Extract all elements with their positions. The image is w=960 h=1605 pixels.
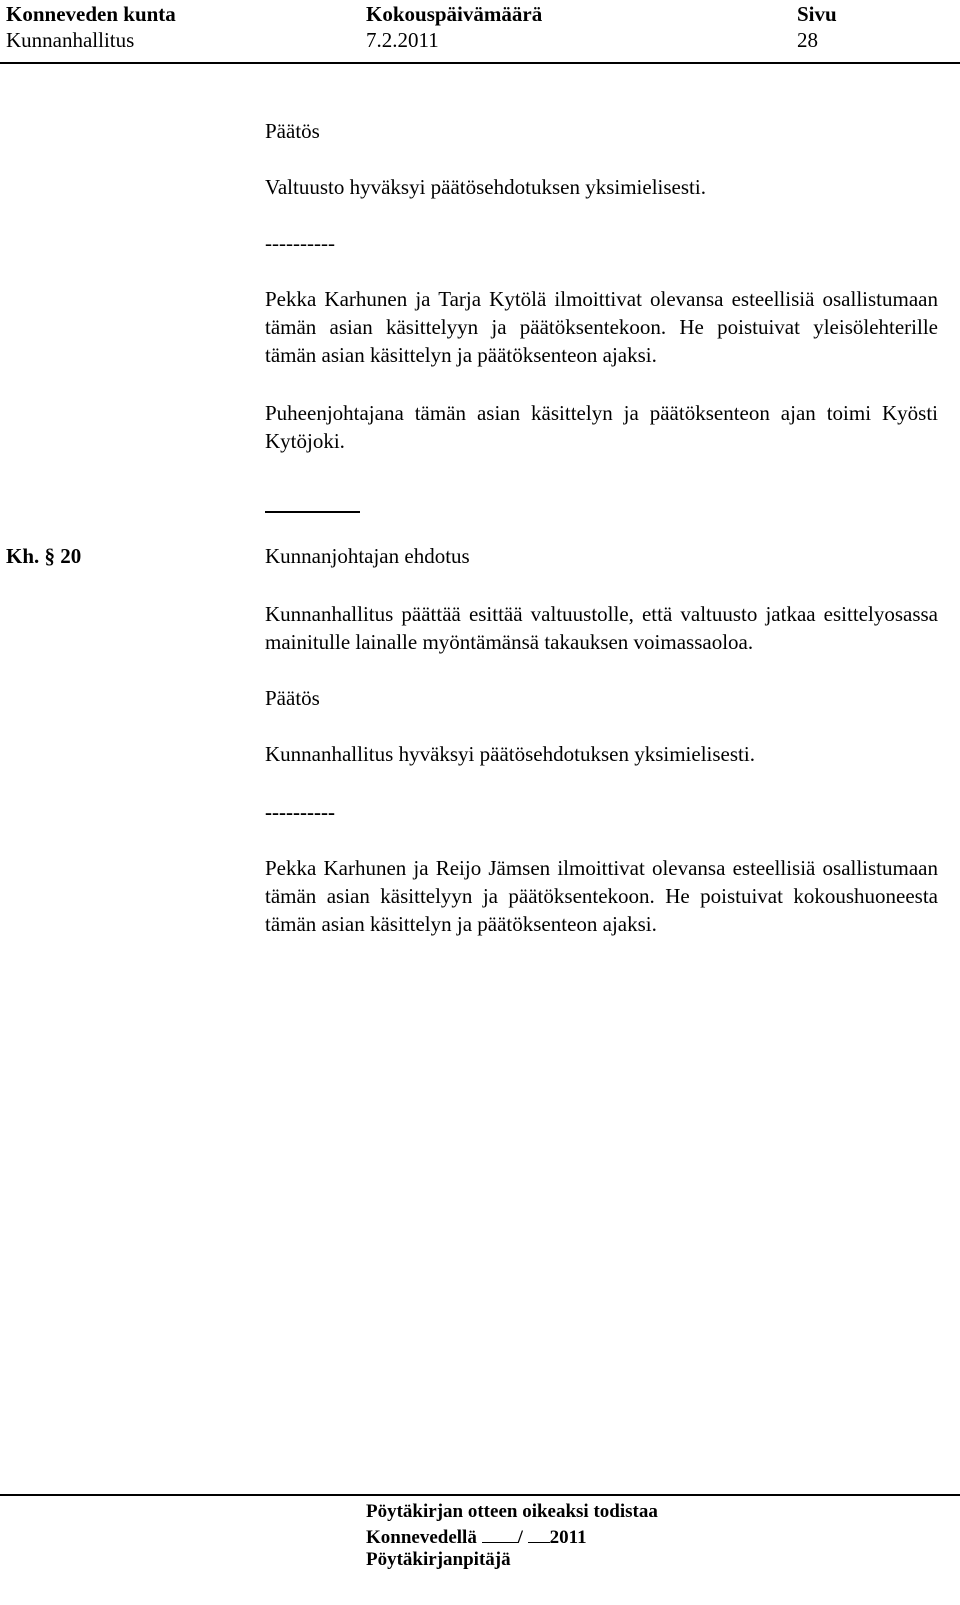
decision-text-2: Kunnanhallitus hyväksyi päätösehdotuksen yksimielisesti. (265, 742, 755, 766)
day-blank (482, 1524, 518, 1543)
section-number: 20 (60, 544, 82, 568)
recusal-paragraph-2: Pekka Karhunen ja Reijo Jämsen ilmoittivat olevansa esteellisiä osallistumaan tämän asian käsittelyyn ja päätöksentekoon. He poistuivat kokoushuoneesta tämän asian käsittelyn ja päätöksenteon ajaksi. (265, 856, 938, 936)
footer-rule (0, 1494, 960, 1496)
separator: ---------- (265, 231, 335, 255)
decision-heading: Päätös (265, 119, 320, 143)
clerk-label: Pöytäkirjanpitäjä (366, 1549, 511, 1570)
page-label: Sivu (797, 2, 837, 26)
certification-line: Pöytäkirjan otteen oikeaksi todistaa (366, 1501, 658, 1522)
separator-2: ---------- (265, 800, 335, 824)
place-name: Konnevedellä (366, 1527, 477, 1548)
place-date-line (366, 1524, 587, 1550)
decision-text: Valtuusto hyväksyi päätösehdotuksen yksimielisesti. (265, 175, 706, 199)
footer-year: 2011 (549, 1527, 587, 1548)
meeting-date: 7.2.2011 (366, 28, 439, 52)
body-name: Kunnanhallitus (6, 28, 135, 52)
proposal-text: Kunnanhallitus päättää esittää valtuustolle, että valtuusto jatkaa esittelyosassa mainitulle lainalle myöntämänsä takauksen voimassaoloa. (265, 602, 938, 654)
section-symbol: § (44, 544, 56, 568)
page-number: 28 (797, 28, 818, 52)
chair-paragraph: Puheenjohtajana tämän asian käsittelyn ja päätöksenteon ajan toimi Kyösti Kytöjoki. (265, 401, 938, 453)
date-slash: / (517, 1527, 523, 1548)
header-rule (0, 62, 960, 64)
section-divider (265, 511, 360, 513)
proposal-heading: Kunnanjohtajan ehdotus (265, 544, 470, 568)
section-prefix: Kh. (6, 544, 40, 568)
month-blank (528, 1524, 550, 1543)
date-label: Kokouspäivämäärä (366, 2, 543, 26)
organization-name: Konneveden kunta (6, 2, 176, 26)
recusal-paragraph: Pekka Karhunen ja Tarja Kytölä ilmoittivat olevansa esteellisiä osallistumaan tämän asian käsittelyyn ja päätöksentekoon. He poistuivat yleisölehterille tämän asian käsittelyn ja päätöksenteon ajaksi. (265, 287, 938, 367)
decision-heading-2: Päätös (265, 686, 320, 710)
section-reference (6, 542, 81, 570)
